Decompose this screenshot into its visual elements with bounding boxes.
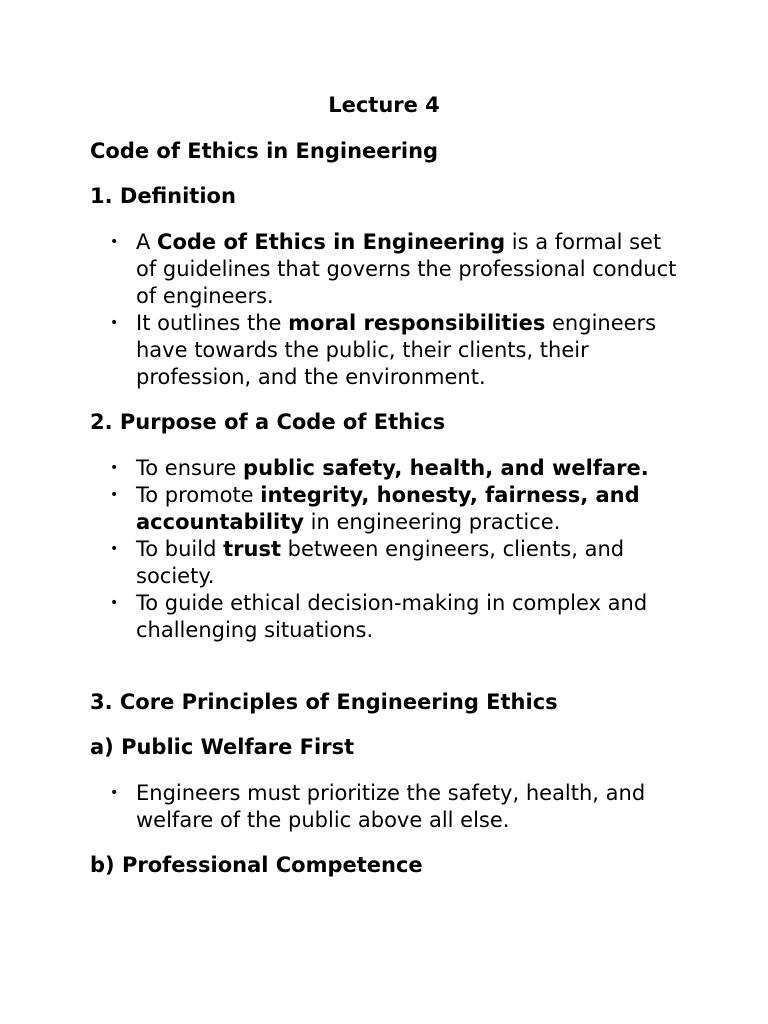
definition-bullet-list [108,229,688,391]
list-item: • Engineers must prioritize the safety, health, and welfare of the public above all else. [110,781,646,832]
list-item: • To build trust between engineers, clients, and society. [110,537,625,588]
document-title: Lecture 4 [328,93,440,117]
purpose-bullet-list [108,455,688,644]
list-item: • A Code of Ethics in Engineering is a formal set of guidelines that governs the professional conduct of engineers. [110,230,677,308]
document-subtitle: Code of Ethics in Engineering [90,139,439,163]
list-item: • It outlines the moral responsibilities engineers have towards the public, their clients, their profession, and the environment. [110,311,657,389]
subsection-heading-public-welfare: a) Public Welfare First [90,735,355,759]
section-heading-purpose: 2. Purpose of a Code of Ethics [90,410,446,434]
bullet-icon: • [110,785,119,801]
bullet-icon: • [110,541,119,557]
bullet-icon: • [110,315,119,331]
bullet-icon: • [110,234,119,250]
list-item: • To promote integrity, honesty, fairness, and accountability in engineering practice. [110,483,640,534]
bullet-icon: • [110,487,119,503]
section-heading-definition: 1. Definition [90,184,236,208]
subsection-heading-competence: b) Professional Competence [90,853,423,877]
list-item: • To ensure public safety, health, and welfare. [110,456,649,480]
bullet-icon: • [110,460,119,476]
section-heading-principles: 3. Core Principles of Engineering Ethics [90,690,558,714]
public-welfare-bullet-list [108,780,688,834]
list-item: • To guide ethical decision-making in complex and challenging situations. [110,591,648,642]
bullet-icon: • [110,595,119,611]
